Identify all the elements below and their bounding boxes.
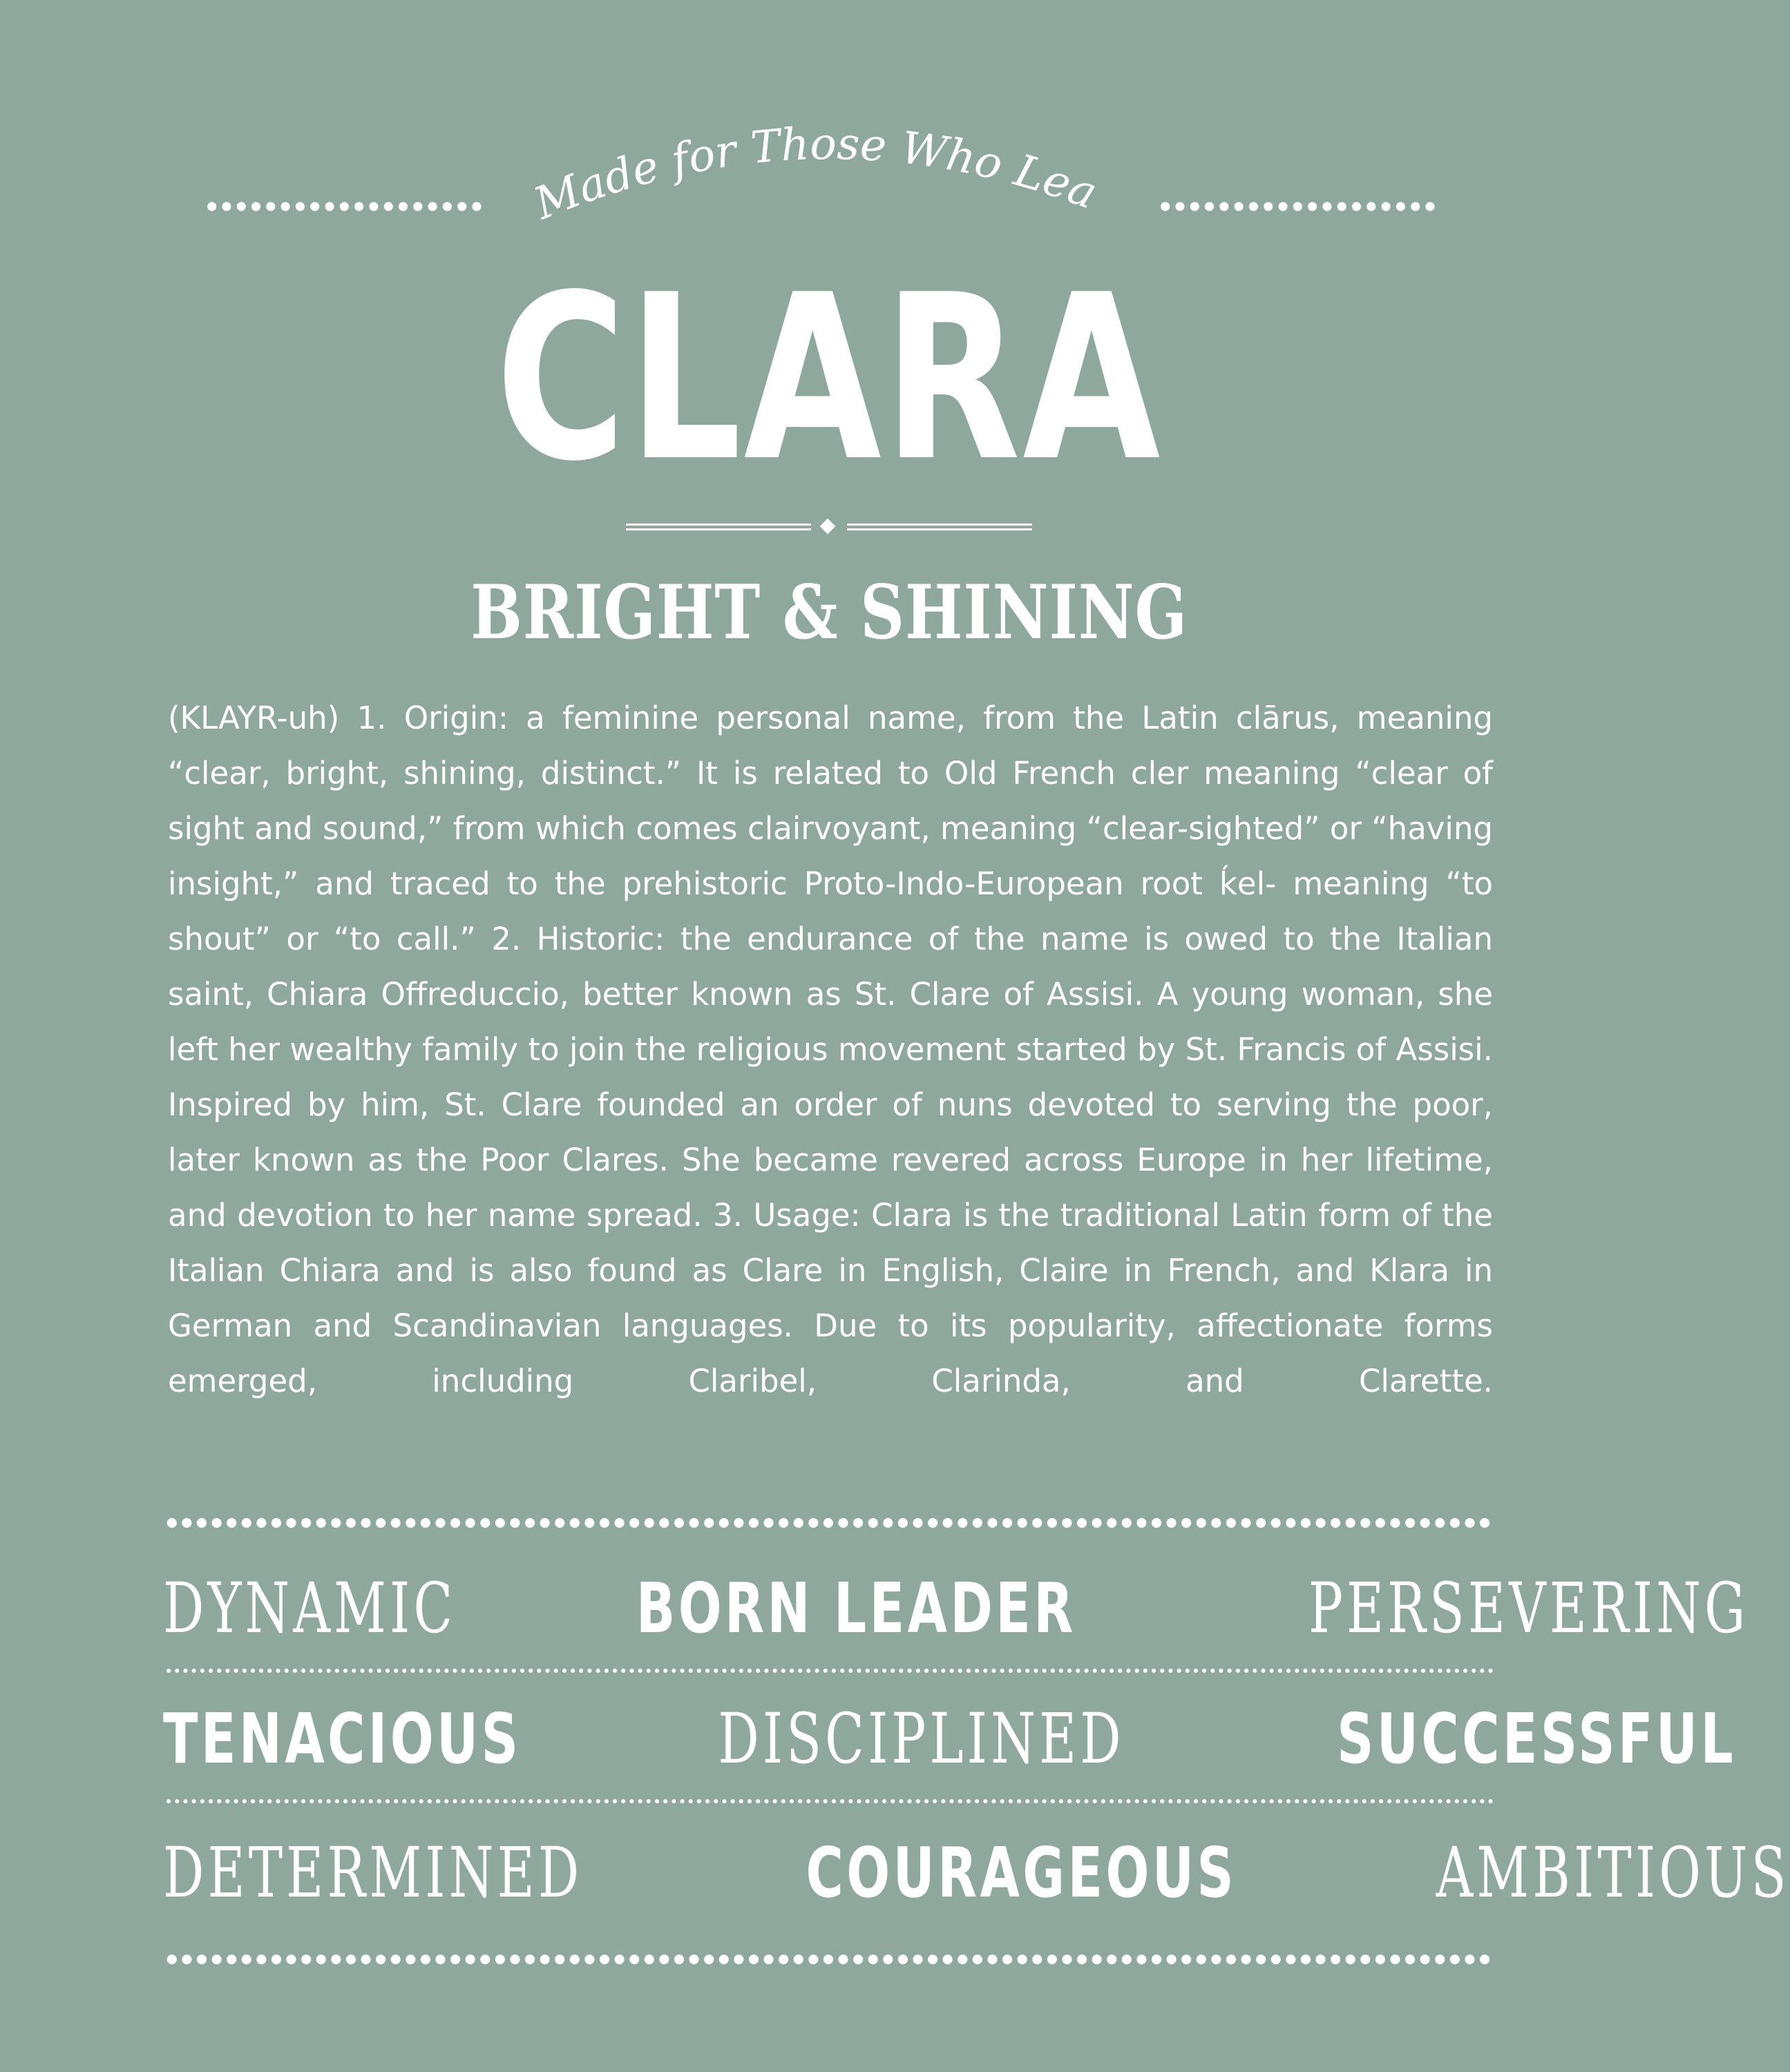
- traits-dotted-line-bottom: [164, 1953, 1494, 1966]
- traits-dotted-line-top: [164, 1517, 1494, 1529]
- trait-row-1: [163, 1564, 1749, 1653]
- trait-word: DISCIPLINED: [718, 1698, 1125, 1779]
- name-description: (KLAYR-uh) 1. Origin: a feminine personal name, from the Latin clārus, meaning “clear, bright, shining, distinct.” It is related to Old French cler meaning “clear of sight and sound,” from which comes clairvoyant, meaning “clear-sighted” or “having insight,” and traced to the prehistoric Proto-Indo-European root ḱel- meaning “to shout” or “to call.” 2. Historic: the endurance of the name is owed to the Italian saint, Chiara Offreduccio, better known as St. Clare of Assisi. A young woman, she left her wealthy family to join the religious movement started by St. Francis of Assisi. Inspired by him, St. Clare founded an order of nuns devoted to serving the poor, later known as the Poor Clares. She became revered across Europe in her lifetime, and devotion to her name spread. 3. Usage: Clara is the traditional Latin form of the Italian Chiara and is also found as Clare in English, Claire in French, and Klara in German and Scandinavian languages. Due to its popularity, affectionate forms emerged, including Claribel, Clarinda, and Clarette.: [168, 700, 1493, 1399]
- trait-word: PERSEVERING: [1308, 1568, 1749, 1649]
- trait-row-2: [163, 1694, 1736, 1784]
- trait-row-3: [163, 1828, 1790, 1918]
- header-dotted-line-right: [1158, 200, 1437, 213]
- name-title: CLARA: [495, 246, 1163, 511]
- trait-word: SUCCESSFUL: [1336, 1698, 1736, 1779]
- trait-word: COURAGEOUS: [806, 1832, 1237, 1913]
- svg-text:Made for Those Who Lead: [518, 64, 1104, 230]
- trait-word: BORN LEADER: [636, 1568, 1076, 1649]
- traits-fine-dotted-line: [164, 1668, 1494, 1673]
- name-meaning: BRIGHT & SHINING: [470, 569, 1188, 656]
- tagline-arc: [517, 64, 1126, 235]
- trait-word: DETERMINED: [163, 1832, 583, 1913]
- divider-line-left: [626, 524, 811, 530]
- trait-word: TENACIOUS: [163, 1698, 522, 1779]
- trait-word: AMBITIOUS: [1436, 1832, 1790, 1913]
- header-dotted-line-left: [204, 200, 484, 213]
- trait-word: DYNAMIC: [163, 1568, 457, 1649]
- tagline: Made for Those Who Lead: [517, 64, 1104, 230]
- divider-line-right: [847, 524, 1032, 530]
- traits-fine-dotted-line: [164, 1798, 1494, 1804]
- diamond-ornament-icon: [820, 519, 836, 535]
- title-divider: [626, 519, 1032, 539]
